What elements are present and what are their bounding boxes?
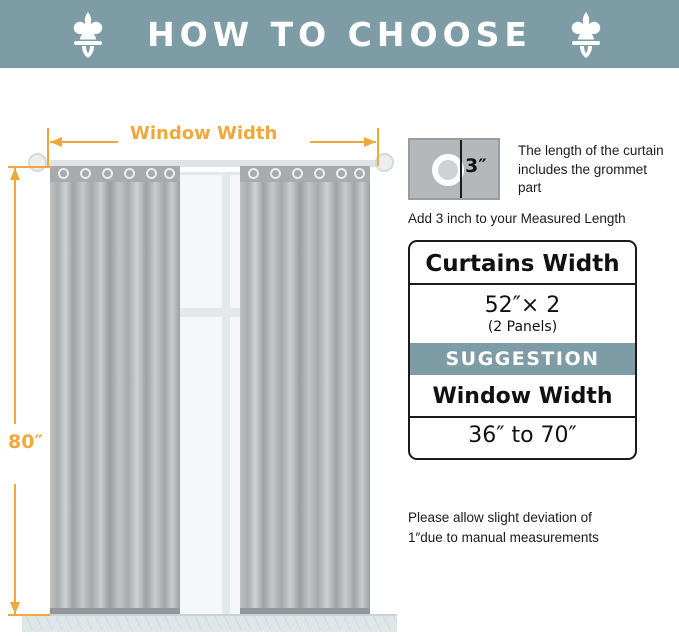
page-title: HOW TO CHOOSE [147, 14, 532, 54]
curtain-diagram [0, 68, 679, 636]
window-width-label: Window Width [130, 123, 278, 144]
rod-finial-left [28, 153, 47, 172]
height-arrow [8, 166, 22, 616]
window-sash-vertical [222, 172, 230, 622]
add-length-note: Add 3 inch to your Measured Length [408, 211, 626, 226]
deviation-note [408, 508, 670, 547]
grommet-icon [58, 168, 69, 179]
grommet-icon [336, 168, 347, 179]
fleur-de-lis-icon [62, 10, 114, 58]
grommet-icon [270, 168, 281, 179]
grommet-icon [292, 168, 303, 179]
fleur-de-lis-icon [560, 10, 612, 58]
deviation-note-line2: 1″due to manual measurements [408, 529, 599, 545]
deviation-note-line1: Please allow slight deviation of [408, 510, 592, 525]
grommet-icon [80, 168, 91, 179]
grommet-dimension-label: 3″ [465, 155, 487, 177]
floor-hatching [22, 616, 397, 630]
curtain-height-label: 80″ [8, 431, 43, 453]
window-width-range: 36″ to 70″ [468, 423, 577, 448]
grommet-icon [102, 168, 113, 179]
suggestion-banner: SUGGESTION [410, 343, 635, 375]
grommet-icon [146, 168, 157, 179]
grommet-icon [354, 168, 365, 179]
header-banner [0, 0, 679, 68]
curtains-width-sublabel: (2 Panels) [487, 319, 558, 335]
panel-header-left [50, 166, 180, 182]
curtains-width-value: 52″× 2 [484, 293, 561, 318]
grommet-note-text: The length of the curtain includes the grommet part [518, 143, 664, 196]
panel-header-right [240, 166, 370, 182]
curtain-panel-left [50, 166, 180, 614]
grommet-icon [248, 168, 259, 179]
curtains-width-title: Curtains Width [425, 251, 620, 277]
grommet-icon [124, 168, 135, 179]
size-spec-card [408, 240, 637, 460]
curtain-panel-right [240, 166, 370, 614]
grommet-icon [314, 168, 325, 179]
grommet-dimension-line [460, 140, 462, 198]
window-width-title: Window Width [432, 384, 613, 409]
grommet-icon [164, 168, 175, 179]
